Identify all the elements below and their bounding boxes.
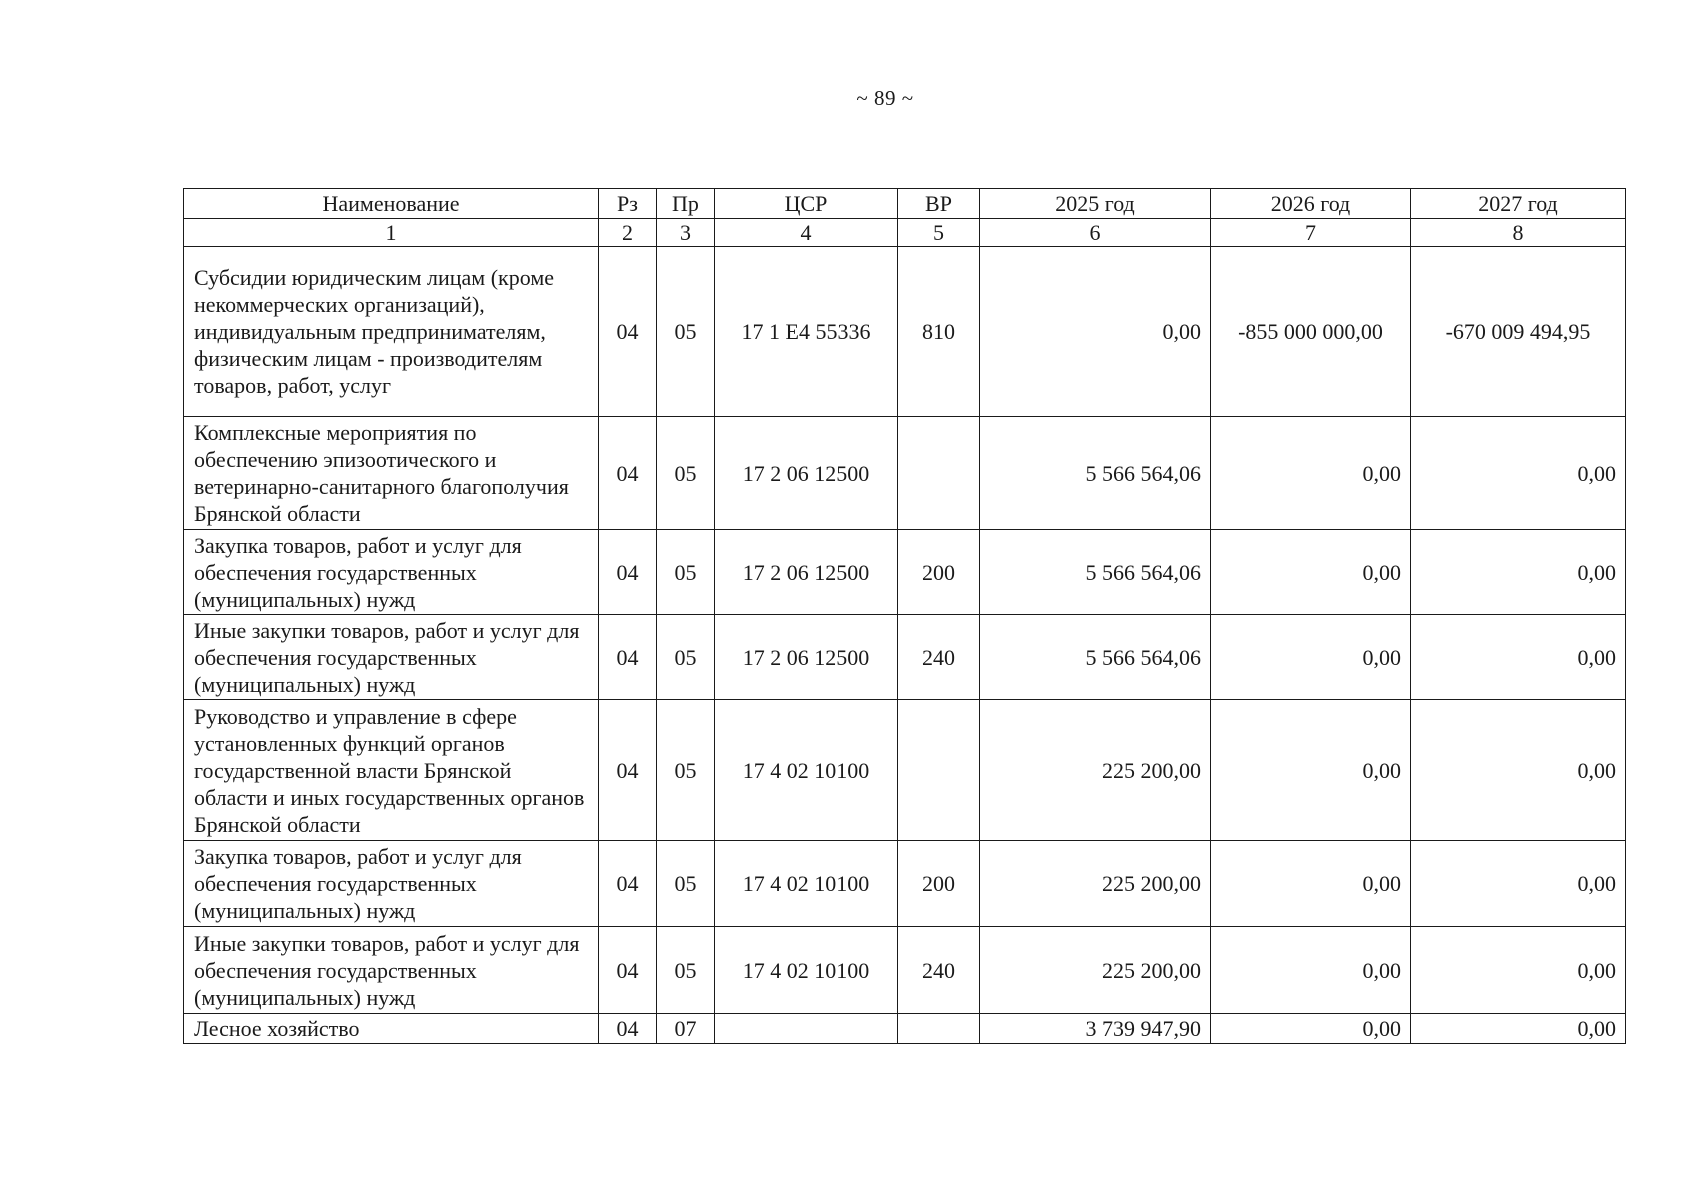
row-2025: 225 200,00: [980, 927, 1211, 1014]
header-rz: Рз: [599, 189, 657, 219]
header-2025: 2025 год: [980, 189, 1211, 219]
row-2027: 0,00: [1411, 700, 1626, 841]
row-vr: 200: [898, 530, 980, 615]
row-name: Субсидии юридическим лицам (кроме некоммерческих организаций), индивидуальным предпринимателям, физическим лицам - производителям товаров, работ, услуг: [184, 247, 599, 417]
table-row: [184, 841, 1626, 927]
row-csr: 17 2 06 12500: [715, 530, 898, 615]
column-index-row: [184, 219, 1626, 247]
row-rz: 04: [599, 530, 657, 615]
row-rz: 04: [599, 927, 657, 1014]
row-2027: 0,00: [1411, 615, 1626, 700]
row-rz: 04: [599, 247, 657, 417]
row-vr: 240: [898, 927, 980, 1014]
row-csr: 17 2 06 12500: [715, 417, 898, 530]
row-csr: 17 4 02 10100: [715, 700, 898, 841]
row-2027: 0,00: [1411, 841, 1626, 927]
header-row: [184, 189, 1626, 219]
table-row: [184, 700, 1626, 841]
row-2026: 0,00: [1211, 615, 1411, 700]
row-rz: 04: [599, 700, 657, 841]
row-pr: 05: [657, 700, 715, 841]
row-vr: 240: [898, 615, 980, 700]
row-pr: 05: [657, 417, 715, 530]
row-rz: 04: [599, 615, 657, 700]
row-csr: [715, 1014, 898, 1044]
header-2026: 2026 год: [1211, 189, 1411, 219]
row-2026: 0,00: [1211, 927, 1411, 1014]
row-2026: 0,00: [1211, 1014, 1411, 1044]
row-2025: 225 200,00: [980, 841, 1211, 927]
column-index: 6: [980, 219, 1211, 247]
row-vr: [898, 700, 980, 841]
row-2025: 5 566 564,06: [980, 615, 1211, 700]
row-2027: 0,00: [1411, 1014, 1626, 1044]
row-csr: 17 4 02 10100: [715, 927, 898, 1014]
row-vr: [898, 417, 980, 530]
row-rz: 04: [599, 1014, 657, 1044]
budget-table: [183, 188, 1626, 1044]
row-2027: -670 009 494,95: [1411, 247, 1626, 417]
row-vr: 810: [898, 247, 980, 417]
page-number: ~ 89 ~: [856, 86, 914, 110]
column-index: 8: [1411, 219, 1626, 247]
header-pr: Пр: [657, 189, 715, 219]
column-index: 2: [599, 219, 657, 247]
row-name: Лесное хозяйство: [184, 1014, 599, 1044]
row-2026: 0,00: [1211, 700, 1411, 841]
row-2025: 5 566 564,06: [980, 417, 1211, 530]
row-2025: 3 739 947,90: [980, 1014, 1211, 1044]
table-row: [184, 247, 1626, 417]
row-csr: 17 1 Е4 55336: [715, 247, 898, 417]
row-name: Руководство и управление в сфере установленных функций органов государственной власти Брянской области и иных государственных органов Брянской области: [184, 700, 599, 841]
column-index: 4: [715, 219, 898, 247]
row-2026: 0,00: [1211, 841, 1411, 927]
row-csr: 17 4 02 10100: [715, 841, 898, 927]
row-name: Комплексные мероприятия по обеспечению эпизоотического и ветеринарно-санитарного благополучия Брянской области: [184, 417, 599, 530]
row-pr: 05: [657, 841, 715, 927]
row-2027: 0,00: [1411, 530, 1626, 615]
table-row: [184, 1014, 1626, 1044]
header-csr: ЦСР: [715, 189, 898, 219]
row-2026: 0,00: [1211, 417, 1411, 530]
row-pr: 05: [657, 247, 715, 417]
row-pr: 07: [657, 1014, 715, 1044]
row-vr: [898, 1014, 980, 1044]
column-index: 7: [1211, 219, 1411, 247]
column-index: 3: [657, 219, 715, 247]
row-rz: 04: [599, 417, 657, 530]
column-index: 1: [184, 219, 599, 247]
header-name: Наименование: [184, 189, 599, 219]
row-pr: 05: [657, 530, 715, 615]
row-2027: 0,00: [1411, 927, 1626, 1014]
table-row: [184, 927, 1626, 1014]
row-csr: 17 2 06 12500: [715, 615, 898, 700]
header-2027: 2027 год: [1411, 189, 1626, 219]
table-row: [184, 417, 1626, 530]
row-pr: 05: [657, 927, 715, 1014]
row-name: Иные закупки товаров, работ и услуг для обеспечения государственных (муниципальных) нужд: [184, 927, 599, 1014]
row-2026: 0,00: [1211, 530, 1411, 615]
row-pr: 05: [657, 615, 715, 700]
row-2027: 0,00: [1411, 417, 1626, 530]
row-2025: 225 200,00: [980, 700, 1211, 841]
row-name: Закупка товаров, работ и услуг для обеспечения государственных (муниципальных) нужд: [184, 530, 599, 615]
row-2025: 0,00: [980, 247, 1211, 417]
row-name: Закупка товаров, работ и услуг для обеспечения государственных (муниципальных) нужд: [184, 841, 599, 927]
header-vr: ВР: [898, 189, 980, 219]
table-row: [184, 615, 1626, 700]
row-vr: 200: [898, 841, 980, 927]
row-2025: 5 566 564,06: [980, 530, 1211, 615]
column-index: 5: [898, 219, 980, 247]
row-2026: -855 000 000,00: [1211, 247, 1411, 417]
row-name: Иные закупки товаров, работ и услуг для обеспечения государственных (муниципальных) нужд: [184, 615, 599, 700]
row-rz: 04: [599, 841, 657, 927]
table-row: [184, 530, 1626, 615]
